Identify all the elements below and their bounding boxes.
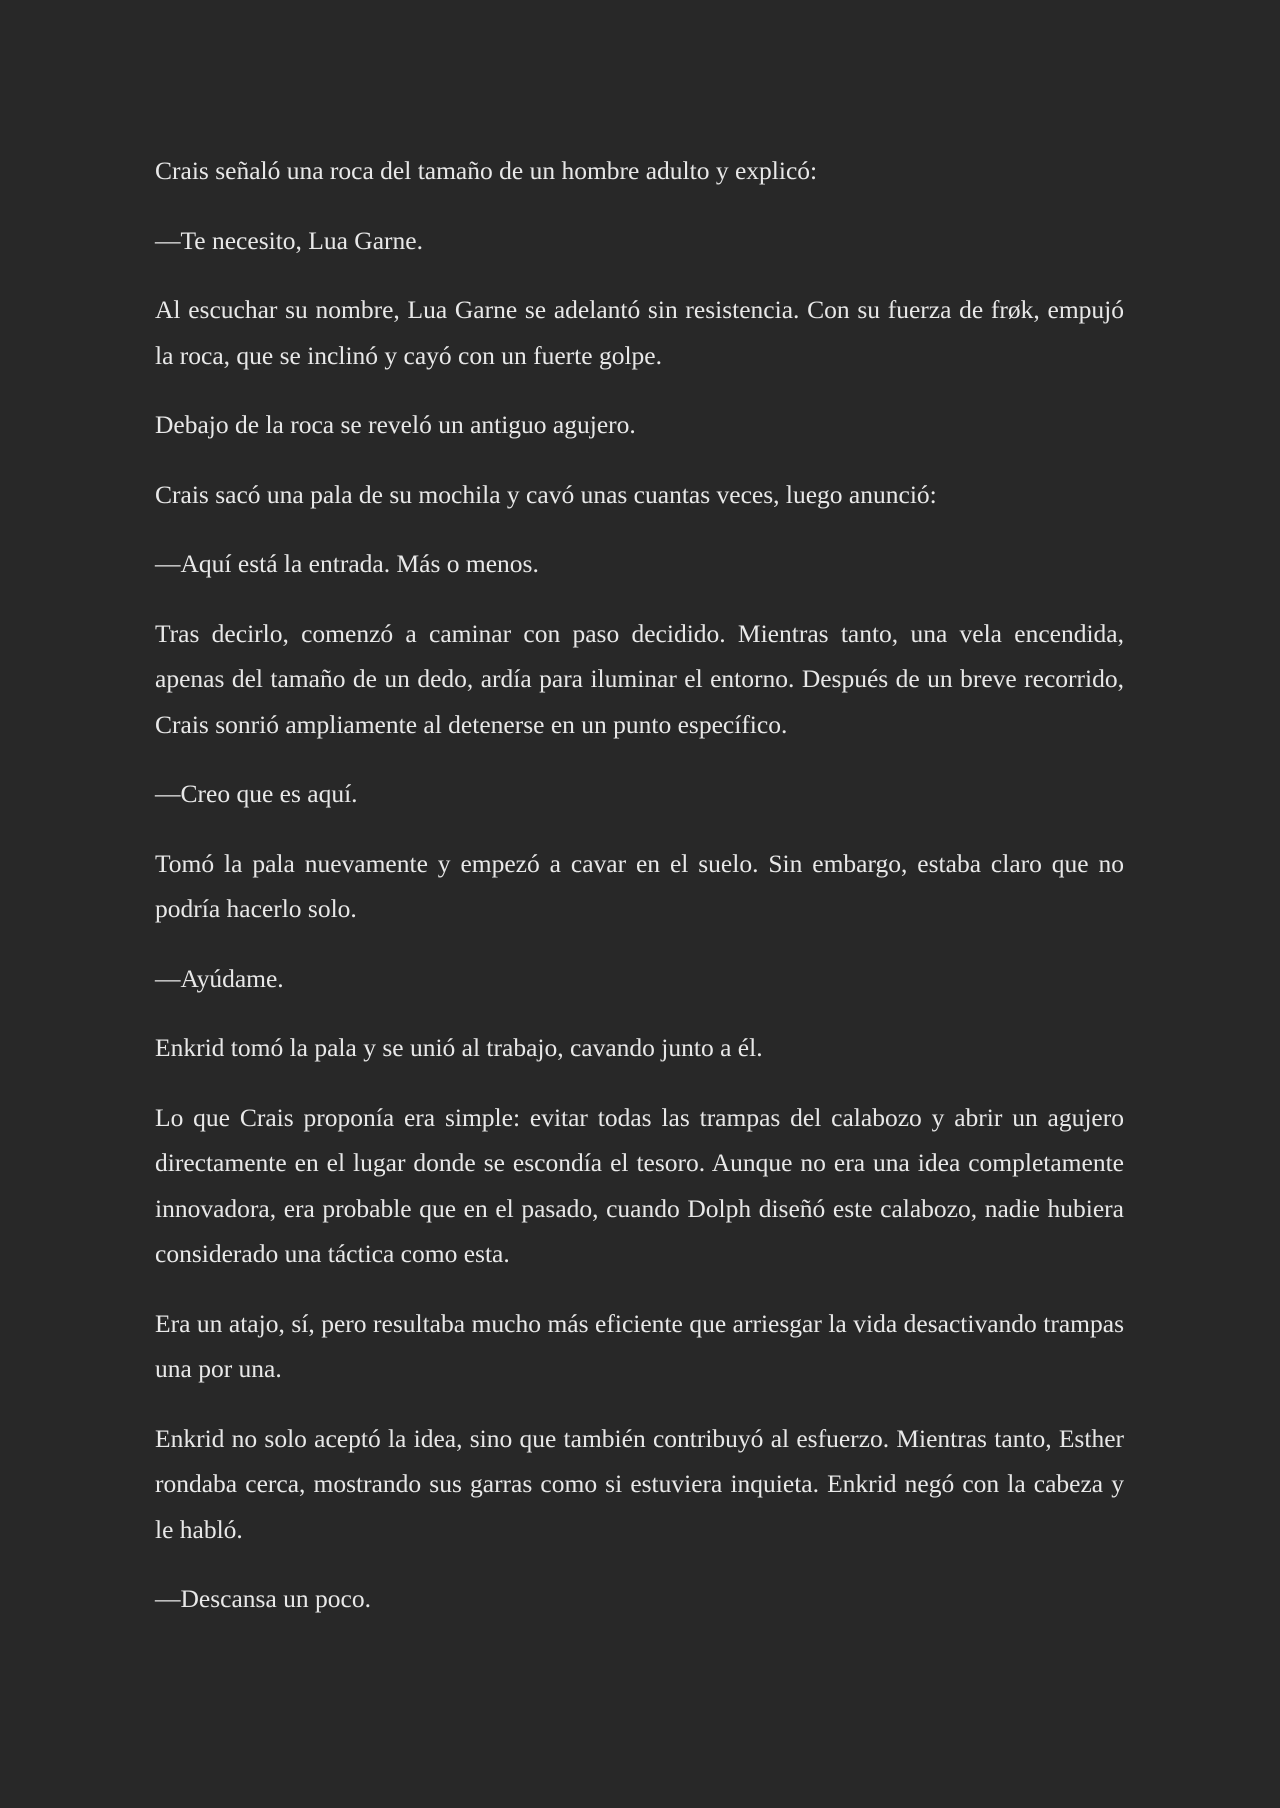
- paragraph-2: —Te necesito, Lua Garne.: [155, 225, 423, 255]
- paragraph-5: Crais sacó una pala de su mochila y cavó unas cuantas veces, luego anunció:: [155, 479, 937, 509]
- paragraph-1: Crais señaló una roca del tamaño de un hombre adulto y explicó:: [155, 156, 818, 185]
- paragraph-13: Era un atajo, sí, pero resultaba mucho más eficiente que arriesgar la vida desactivando trampas una por una.: [155, 1308, 1124, 1383]
- paragraph-7: Tras decirlo, comenzó a caminar con paso decidido. Mientras tanto, una vela encendida, apenas del tamaño de un dedo, ardía para iluminar el entorno. Después de un breve recorrido, Crais sonrió ampliamente al detenerse en un punto específico.: [155, 618, 1124, 739]
- paragraph-3: Al escuchar su nombre, Lua Garne se adelantó sin resistencia. Con su fuerza de frøk, empujó la roca, que se inclinó y cayó con un fuerte golpe.: [155, 295, 1124, 370]
- paragraph-9: Tomó la pala nuevamente y empezó a cavar en el suelo. Sin embargo, estaba claro que no podría hacerlo solo.: [155, 848, 1124, 923]
- reader-page: [155, 150, 1124, 1646]
- paragraph-11: Enkrid tomó la pala y se unió al trabajo, cavando junto a él.: [155, 1033, 763, 1062]
- paragraph-15: —Descansa un poco.: [155, 1584, 371, 1613]
- paragraph-12: Lo que Crais proponía era simple: evitar todas las trampas del calabozo y abrir un agujero directamente en el lugar donde se escondía el tesoro. Aunque no era una idea completamente innovadora, era probable que en el pasado, cuando Dolph diseñó este calabozo, nadie hubiera considerado una táctica como esta.: [155, 1102, 1124, 1268]
- paragraph-14: Enkrid no solo aceptó la idea, sino que también contribuyó al esfuerzo. Mientras tanto, Esther rondaba cerca, mostrando sus garras como si estuviera inquieta. Enkrid negó con la cabeza y le habló.: [155, 1423, 1124, 1544]
- paragraph-8: —Creo que es aquí.: [155, 779, 358, 808]
- paragraph-4: Debajo de la roca se reveló un antiguo agujero.: [155, 410, 636, 439]
- paragraph-10: —Ayúdame.: [155, 963, 284, 993]
- paragraph-6: —Aquí está la entrada. Más o menos.: [155, 549, 539, 578]
